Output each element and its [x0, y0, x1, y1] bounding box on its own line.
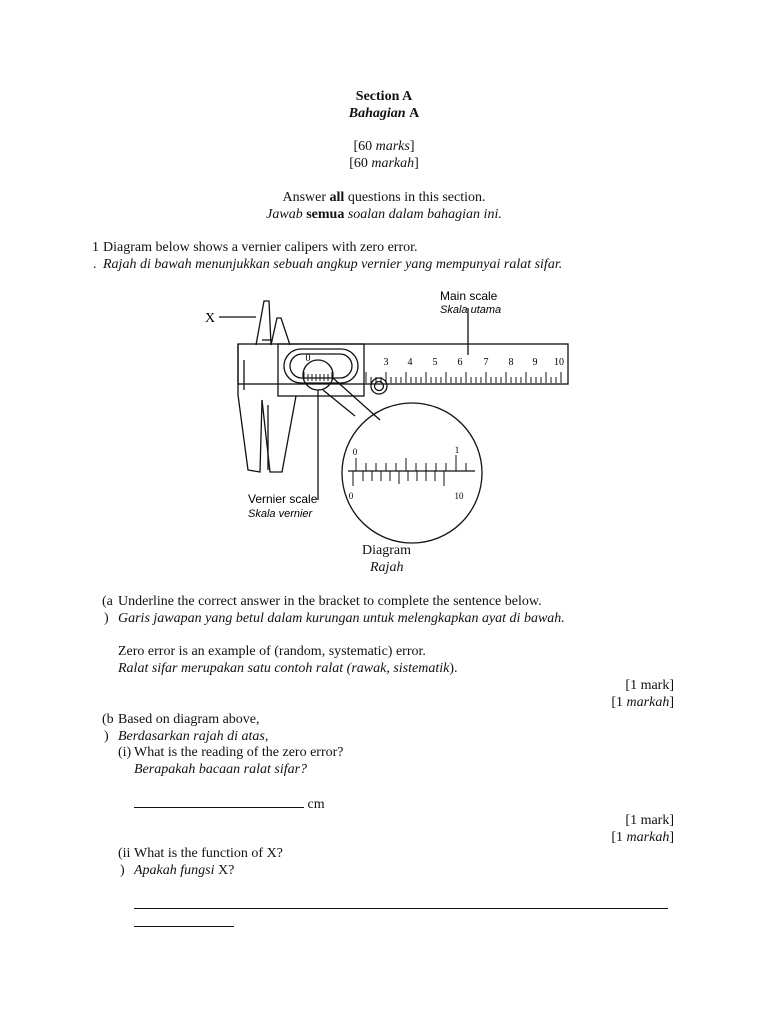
answer-instruction-malay: Jawab semua soalan dalam bahagian ini. [266, 207, 502, 222]
part-a-mark-malay: [1 markah] [611, 695, 674, 710]
part-a-sentence-malay: Ralat sifar merupakan satu contoh ralat (rawak, sistematik). [118, 661, 458, 676]
main-tick-label: 0 [305, 353, 311, 364]
part-b-ii-label: (ii [118, 846, 131, 861]
main-tick-label: 6 [457, 357, 463, 368]
part-b-ii-question-malay: Apakah fungsi X? [134, 863, 235, 878]
question-number-dot: . [93, 257, 97, 272]
main-scale-label: Main scale [440, 289, 498, 303]
main-tick-label: 9 [532, 357, 538, 368]
main-scale-label-malay: Skala utama [440, 304, 502, 316]
main-tick-label: 10 [554, 357, 564, 368]
part-b-intro: Based on diagram above, [118, 712, 260, 727]
main-tick-label: 5 [432, 357, 438, 368]
zoom-main-label: 0 [352, 447, 358, 457]
question-number: 1 [92, 240, 99, 255]
part-b-intro-malay: Berdasarkan rajah di atas, [118, 729, 269, 744]
part-a-sentence: Zero error is an example of (random, systematic) error. [118, 644, 426, 659]
answer-unit: cm [307, 797, 325, 812]
main-tick-label: 4 [407, 357, 413, 368]
section-title: Section A [355, 89, 413, 104]
part-b-i-mark: [1 mark] [625, 813, 674, 828]
part-a-instruction: Underline the correct answer in the bracket to complete the sentence below. [118, 594, 542, 609]
diagram-caption: Diagram [362, 543, 411, 558]
part-a-label-tail: ) [104, 611, 109, 626]
main-tick-label: 7 [483, 357, 489, 368]
part-b-label: (b [102, 712, 114, 727]
part-b-i-mark-malay: [1 markah] [611, 830, 674, 845]
vernier-scale-label: Vernier scale [248, 492, 318, 506]
zoom-vernier-label: 10 [454, 491, 464, 501]
zoom-vernier-label: 0 [348, 491, 354, 501]
part-a-label: (a [102, 594, 113, 609]
diagram-caption-malay: Rajah [370, 560, 404, 575]
zoom-main-label: 1 [454, 445, 460, 455]
answer-line-1[interactable] [134, 896, 668, 909]
answer-line-2[interactable] [134, 914, 234, 927]
part-b-i-question: What is the reading of the zero error? [134, 745, 344, 760]
part-b-i-label: (i) [118, 745, 132, 760]
part-b-ii-label-tail: ) [120, 863, 125, 878]
main-tick-label: 8 [508, 357, 514, 368]
part-b-label-tail: ) [104, 729, 109, 744]
answer-blank[interactable] [134, 795, 304, 808]
section-title-malay: Bahagian A [348, 106, 420, 121]
question-stem-malay: Rajah di bawah menunjukkan sebuah angkup vernier yang mempunyai ralat sifar. [103, 257, 563, 272]
question-stem: Diagram below shows a vernier calipers with zero error. [103, 240, 418, 255]
total-marks: [60 marks] [353, 139, 415, 154]
part-b-i-question-malay: Berapakah bacaan ralat sifar? [134, 762, 308, 777]
main-tick-label: 3 [383, 357, 389, 368]
part-b-i-answer-line[interactable] [134, 795, 325, 813]
part-a-instruction-malay: Garis jawapan yang betul dalam kurungan untuk melengkapkan ayat di bawah. [118, 611, 565, 626]
answer-instruction: Answer all questions in this section. [282, 190, 486, 205]
vernier-scale-label-malay: Skala vernier [248, 508, 313, 520]
part-a-mark: [1 mark] [625, 678, 674, 693]
part-b-ii-question: What is the function of X? [134, 846, 283, 861]
label-x: X [205, 311, 216, 326]
total-marks-malay: [60 markah] [349, 156, 419, 171]
